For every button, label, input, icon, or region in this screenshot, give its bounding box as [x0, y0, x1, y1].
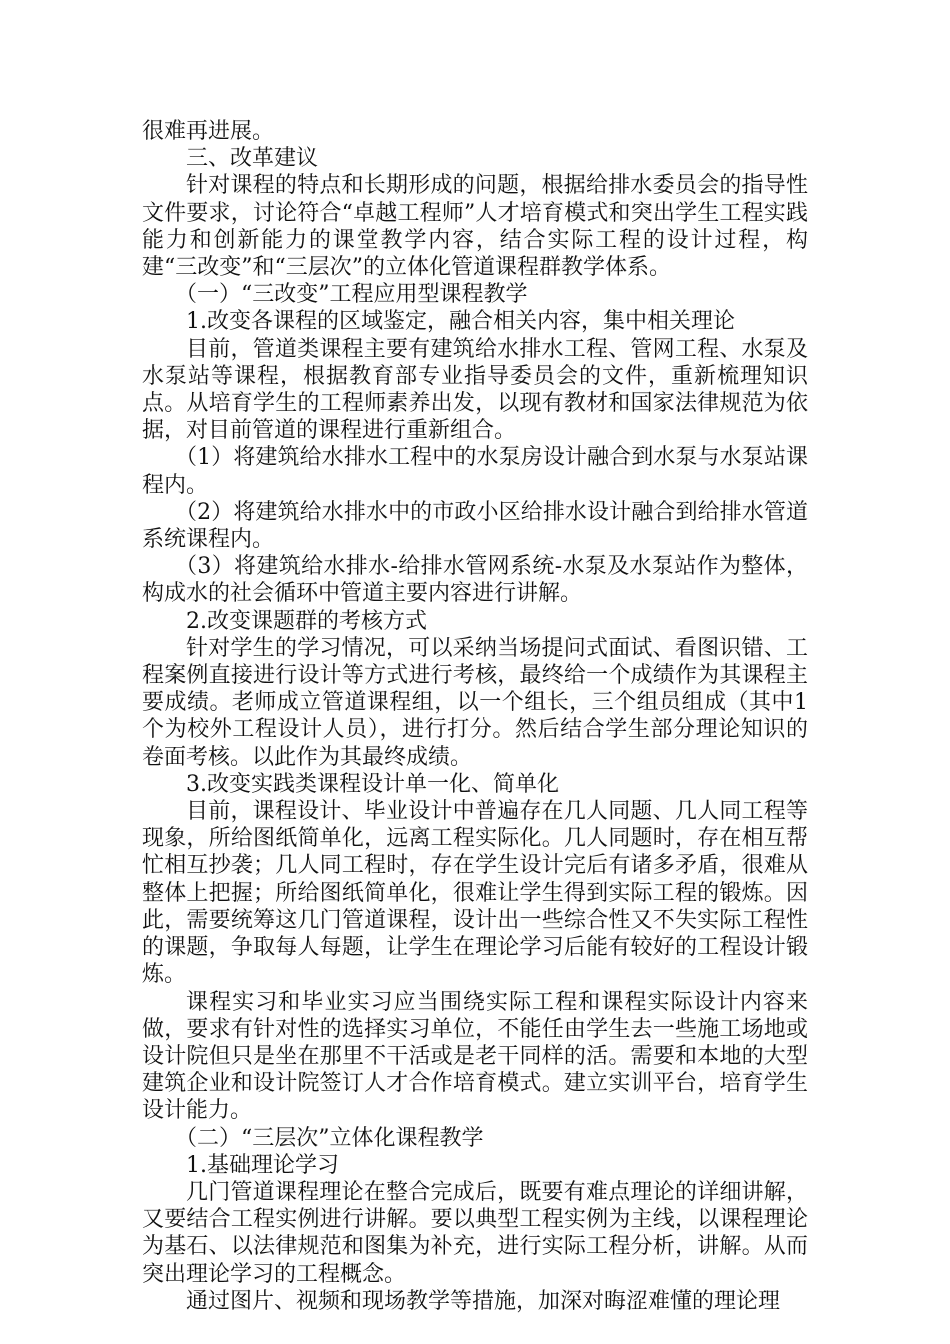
paragraph: 课程实习和毕业实习应当围绕实际工程和课程实际设计内容来做，要求有针对性的选择实习单位，不能任由学生去一些施工场地或设计院但只是坐在那里不干活或是老干同样的活。需要和本地的大型建筑企业和设计院签订人才合作培育模式。建立实训平台，培育学生设计能力。 — [142, 989, 808, 1124]
paragraph: 很难再进展。 — [142, 119, 275, 144]
list-item: （1）将建筑给水排水工程中的水泵房设计融合到水泵与水泵站课程内。 — [142, 445, 808, 498]
subsection-heading: （二）“三层次”立体化课程教学 — [175, 1125, 484, 1151]
numbered-heading: 2.改变课题群的考核方式 — [186, 608, 427, 634]
numbered-heading: 1.改变各课程的区域鉴定，融合相关内容，集中相关理论 — [186, 309, 735, 335]
section-heading: 三、改革建议 — [186, 146, 319, 172]
paragraph: 几门管道课程理论在整合完成后，既要有难点理论的详细讲解，又要结合工程实例进行讲解。要以典型工程实例为主线，以课程理论为基石、以法律规范和图集为补充，进行实际工程分析，讲解。从而突出理论学习的工程概念。 — [142, 1179, 808, 1287]
subsection-heading: （一）“三改变”工程应用型课程教学 — [175, 282, 528, 308]
paragraph: 针对课程的特点和长期形成的问题，根据给排水委员会的指导性文件要求，讨论符合“卓越工程师”人才培育模式和突出学生工程实践能力和创新能力的课堂教学内容，结合实际工程的设计过程，构建“三改变”和“三层次”的立体化管道课程群教学体系。 — [142, 173, 808, 281]
paragraph: 目前，管道类课程主要有建筑给水排水工程、管网工程、水泵及水泵站等课程，根据教育部专业指导委员会的文件，重新梳理知识点。从培育学生的工程师素养出发，以现有教材和国家法律规范为依据，对目前管道的课程进行重新组合。 — [142, 336, 808, 444]
numbered-heading: 1.基础理论学习 — [186, 1152, 339, 1178]
paragraph: 通过图片、视频和现场教学等措施，加深对晦涩难懂的理论理 — [186, 1288, 781, 1314]
numbered-heading: 3.改变实践类课程设计单一化、简单化 — [186, 771, 559, 797]
document-page — [142, 118, 808, 1315]
list-item: （2）将建筑给水排水中的市政小区给排水设计融合到给排水管道系统课程内。 — [142, 499, 808, 553]
paragraph: 目前，课程设计、毕业设计中普遍存在几人同题、几人同工程等现象，所给图纸简单化，远离工程实际化。几人同题时，存在相互帮忙相互抄袭；几人同工程时，存在学生设计完后有诸多矛盾，很难从整体上把握；所给图纸简单化，很难让学生得到实际工程的锻炼。因此，需要统筹这几门管道课程，设计出一些综合性又不失实际工程性的课题，争取每人每题，让学生在理论学习后能有较好的工程设计锻炼。 — [142, 799, 808, 988]
list-item: （3）将建筑给水排水-给排水管网系统-水泵及水泵站作为整体，构成水的社会循环中管道主要内容进行讲解。 — [142, 554, 808, 607]
paragraph: 针对学生的学习情况，可以采纳当场提问式面试、看图识错、工程案例直接进行设计等方式进行考核，最终给一个成绩作为其课程主要成绩。老师成立管道课程组，以一个组长，三个组员组成（其中1个为校外工程设计人员），进行打分。然后结合学生部分理论知识的卷面考核。以此作为其最终成绩。 — [142, 635, 808, 770]
